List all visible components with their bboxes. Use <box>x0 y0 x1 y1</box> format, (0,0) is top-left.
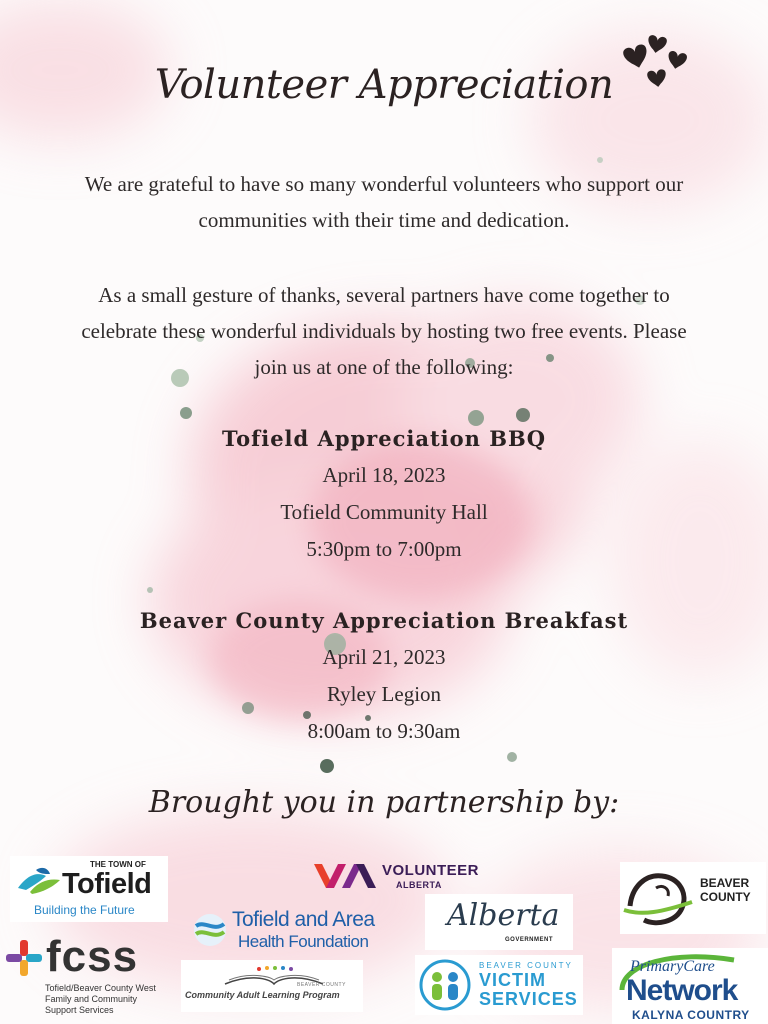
intro-line: join us at one of the following: <box>254 355 514 379</box>
health-foundation-logo <box>188 906 388 956</box>
calp-sub: BEAVER COUNTY <box>297 982 346 988</box>
bird-icon <box>16 862 64 902</box>
pcn-name: Network <box>626 974 738 1007</box>
victim-top: BEAVER COUNTY <box>479 961 573 970</box>
calp-name: Community Adult Learning Program <box>185 990 340 1000</box>
beaver-line1: BEAVER <box>700 876 750 890</box>
intro-line: We are grateful to have so many wonderful volunteers who support our <box>84 172 684 196</box>
primary-care-network-logo <box>612 948 768 1024</box>
intro-line: communities with their time and dedication. <box>198 208 570 232</box>
tofield-name: Tofield <box>62 868 152 900</box>
va-name: VOLUNTEER <box>382 862 480 879</box>
intro-paragraph-2 <box>0 277 768 385</box>
alberta-sub: GOVERNMENT <box>505 937 554 943</box>
event-date: April 18, 2023 <box>322 463 446 487</box>
people-icon <box>419 959 471 1011</box>
event-title: Tofield Appreciation BBQ <box>221 426 547 451</box>
partners-heading: Brought you in partnership by: <box>148 785 620 820</box>
victim-line1: VICTIM <box>479 970 546 990</box>
event-location: Ryley Legion <box>326 682 442 706</box>
health-line1: Tofield and Area <box>232 908 375 931</box>
pinwheel-icon <box>4 938 44 980</box>
beaver-icon <box>622 866 696 930</box>
alberta-name: Alberta <box>447 898 560 933</box>
alberta-government-logo <box>425 894 573 950</box>
beaver-line2: COUNTY <box>700 890 751 904</box>
tofield-top-text: THE TOWN OF <box>90 860 146 869</box>
event-time: 8:00am to 9:30am <box>307 719 461 743</box>
event-title: Beaver County Appreciation Breakfast <box>139 608 629 633</box>
event-location: Tofield Community Hall <box>280 500 488 524</box>
intro-line: celebrate these wonderful individuals by hosting two free events. Please <box>81 319 687 343</box>
intro-paragraph-1 <box>0 166 768 238</box>
event-date: April 21, 2023 <box>322 645 446 669</box>
va-sub: ALBERTA <box>396 880 442 890</box>
event-time: 5:30pm to 7:00pm <box>306 537 462 561</box>
va-mark-icon <box>312 860 378 892</box>
beaver-county-logo <box>620 862 766 934</box>
wave-icon <box>192 912 228 948</box>
tofield-tagline: Building the Future <box>34 903 135 917</box>
volunteer-alberta-logo <box>308 856 478 896</box>
hearts-icon <box>618 34 694 94</box>
fcss-logo <box>0 932 168 1024</box>
fcss-full-name: Tofield/Beaver County West Family and Community Support Services <box>45 983 156 1015</box>
health-line2: Health Foundation <box>238 932 369 951</box>
event-tofield-bbq <box>0 421 768 568</box>
calp-logo <box>181 960 363 1012</box>
victim-services-logo <box>415 955 583 1015</box>
pcn-sub: KALYNA COUNTRY <box>632 1008 750 1022</box>
event-beaver-county-breakfast <box>0 603 768 750</box>
fcss-name: fcss <box>46 932 139 981</box>
pcn-top: PrimaryCare <box>630 958 715 975</box>
page-title: Volunteer Appreciation <box>154 62 614 108</box>
tofield-logo <box>10 856 168 922</box>
intro-line: As a small gesture of thanks, several partners have come together to <box>98 283 670 307</box>
victim-line2: SERVICES <box>479 989 578 1009</box>
